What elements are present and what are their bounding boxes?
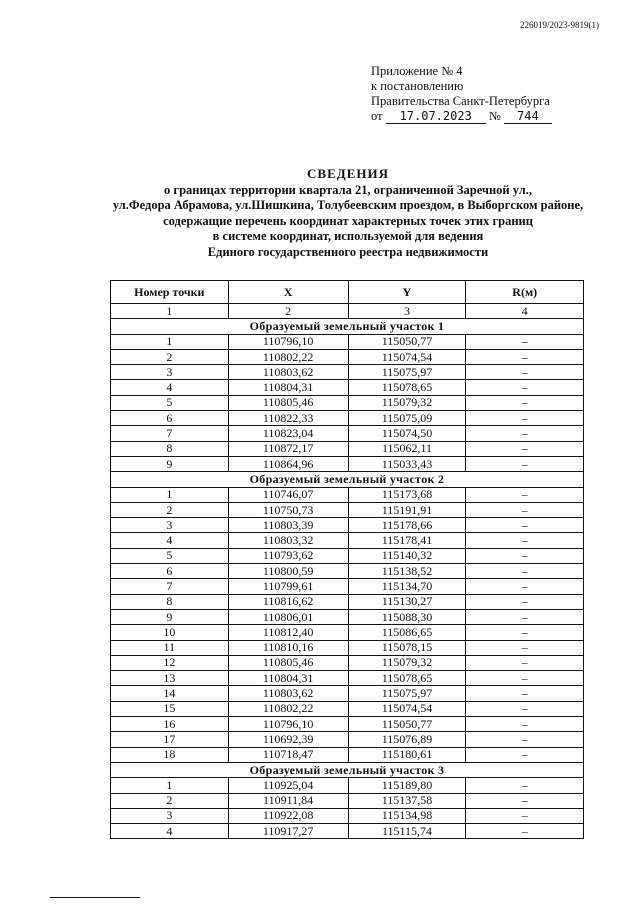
table-row: [111, 686, 584, 701]
y-coordinate: 115173,68: [348, 487, 466, 502]
parcel-title: Образуемый земельный участок 2: [111, 472, 584, 487]
header-radius: R(м): [466, 281, 584, 304]
point-number: 7: [111, 579, 229, 594]
point-number: 3: [111, 365, 229, 380]
x-coordinate: 110799,61: [228, 579, 348, 594]
column-number: 2: [228, 304, 348, 319]
y-coordinate: 115134,70: [348, 579, 466, 594]
table-row: [111, 411, 584, 426]
y-coordinate: 115050,77: [348, 334, 466, 349]
radius-value: –: [466, 349, 584, 364]
table-row: [111, 625, 584, 640]
point-number: 5: [111, 548, 229, 563]
point-number: 13: [111, 671, 229, 686]
x-coordinate: 110816,62: [228, 594, 348, 609]
y-coordinate: 115050,77: [348, 717, 466, 732]
table-row: [111, 671, 584, 686]
appendix-date-line: [371, 109, 552, 124]
header-x: X: [228, 281, 348, 304]
radius-value: –: [466, 487, 584, 502]
resolution-number: 744: [504, 110, 552, 124]
table-row: [111, 564, 584, 579]
radius-value: –: [466, 686, 584, 701]
table-row: [111, 349, 584, 364]
column-number-row: [111, 304, 584, 319]
x-coordinate: 110750,73: [228, 502, 348, 517]
header-y: Y: [348, 281, 466, 304]
heading-title: СВЕДЕНИЯ: [307, 166, 389, 181]
point-number: 17: [111, 732, 229, 747]
table-row: [111, 778, 584, 793]
y-coordinate: 115078,65: [348, 671, 466, 686]
y-coordinate: 115033,43: [348, 456, 466, 471]
radius-value: –: [466, 701, 584, 716]
parcel-title: Образуемый земельный участок 3: [111, 762, 584, 777]
radius-value: –: [466, 548, 584, 563]
x-coordinate: 110810,16: [228, 640, 348, 655]
resolution-date: 17.07.2023: [386, 110, 486, 124]
table-row: [111, 717, 584, 732]
radius-value: –: [466, 625, 584, 640]
y-coordinate: 115191,91: [348, 502, 466, 517]
radius-value: –: [466, 518, 584, 533]
x-coordinate: 110804,31: [228, 671, 348, 686]
parcel-title: Образуемый земельный участок 1: [111, 319, 584, 334]
heading-line: содержащие перечень координат характерных точек этих границ: [163, 213, 533, 228]
y-coordinate: 115062,11: [348, 441, 466, 456]
point-number: 6: [111, 564, 229, 579]
table-header-row: [111, 281, 584, 304]
heading-line: ул.Федора Абрамова, ул.Шишкина, Толубеевским проездом, в Выборгском районе,: [112, 198, 584, 212]
radius-value: –: [466, 564, 584, 579]
column-number: 4: [466, 304, 584, 319]
document-registration-number: 226019/2023-9819(1): [520, 20, 599, 30]
point-number: 9: [111, 609, 229, 624]
appendix-block: [371, 64, 552, 124]
x-coordinate: 110917,27: [228, 824, 348, 839]
point-number: 16: [111, 717, 229, 732]
point-number: 2: [111, 349, 229, 364]
x-coordinate: 110803,62: [228, 365, 348, 380]
x-coordinate: 110812,40: [228, 625, 348, 640]
x-coordinate: 110864,96: [228, 456, 348, 471]
x-coordinate: 110802,22: [228, 349, 348, 364]
table-row: [111, 824, 584, 839]
radius-value: –: [466, 793, 584, 808]
y-coordinate: 115075,97: [348, 365, 466, 380]
radius-value: –: [466, 609, 584, 624]
y-coordinate: 115140,32: [348, 548, 466, 563]
y-coordinate: 115075,97: [348, 686, 466, 701]
radius-value: –: [466, 732, 584, 747]
y-coordinate: 115178,41: [348, 533, 466, 548]
x-coordinate: 110805,46: [228, 395, 348, 410]
table-row: [111, 808, 584, 823]
point-number: 11: [111, 640, 229, 655]
radius-value: –: [466, 594, 584, 609]
point-number: 2: [111, 793, 229, 808]
x-coordinate: 110922,08: [228, 808, 348, 823]
point-number: 15: [111, 701, 229, 716]
y-coordinate: 115088,30: [348, 609, 466, 624]
table-row: [111, 747, 584, 762]
point-number: 3: [111, 808, 229, 823]
table-row: [111, 533, 584, 548]
point-number: 2: [111, 502, 229, 517]
table-row: [111, 793, 584, 808]
y-coordinate: 115078,65: [348, 380, 466, 395]
document-heading: [90, 166, 606, 260]
table-row: [111, 502, 584, 517]
x-coordinate: 110872,17: [228, 441, 348, 456]
radius-value: –: [466, 380, 584, 395]
radius-value: –: [466, 365, 584, 380]
point-number: 4: [111, 824, 229, 839]
radius-value: –: [466, 533, 584, 548]
heading-line: о границах территории квартала 21, ограниченной Заречной ул.,: [164, 182, 532, 197]
radius-value: –: [466, 426, 584, 441]
x-coordinate: 110746,07: [228, 487, 348, 502]
x-coordinate: 110804,31: [228, 380, 348, 395]
table-row: [111, 441, 584, 456]
y-coordinate: 115078,15: [348, 640, 466, 655]
y-coordinate: 115075,09: [348, 411, 466, 426]
table-row: [111, 732, 584, 747]
point-number: 4: [111, 380, 229, 395]
x-coordinate: 110802,22: [228, 701, 348, 716]
radius-value: –: [466, 502, 584, 517]
table-row: [111, 426, 584, 441]
x-coordinate: 110806,01: [228, 609, 348, 624]
x-coordinate: 110803,39: [228, 518, 348, 533]
table-row: [111, 579, 584, 594]
radius-value: –: [466, 671, 584, 686]
table-row: [111, 334, 584, 349]
radius-value: –: [466, 747, 584, 762]
x-coordinate: 110800,59: [228, 564, 348, 579]
point-number: 3: [111, 518, 229, 533]
table-row: [111, 380, 584, 395]
coordinates-table: [110, 280, 584, 839]
x-coordinate: 110823,04: [228, 426, 348, 441]
radius-value: –: [466, 655, 584, 670]
point-number: 8: [111, 594, 229, 609]
appendix-resolution-label: к постановлению: [371, 79, 464, 93]
y-coordinate: 115180,61: [348, 747, 466, 762]
table-row: [111, 456, 584, 471]
y-coordinate: 115137,58: [348, 793, 466, 808]
table-row: [111, 487, 584, 502]
x-coordinate: 110803,62: [228, 686, 348, 701]
table-row: [111, 518, 584, 533]
point-number: 7: [111, 426, 229, 441]
parcel-title-row: [111, 319, 584, 334]
parcel-title-row: [111, 762, 584, 777]
point-number: 1: [111, 334, 229, 349]
y-coordinate: 115130,27: [348, 594, 466, 609]
table-row: [111, 548, 584, 563]
x-coordinate: 110805,46: [228, 655, 348, 670]
y-coordinate: 115138,52: [348, 564, 466, 579]
point-number: 1: [111, 778, 229, 793]
y-coordinate: 115079,32: [348, 655, 466, 670]
from-label: от: [371, 109, 383, 123]
radius-value: –: [466, 717, 584, 732]
x-coordinate: 110796,10: [228, 717, 348, 732]
footer-divider: [50, 897, 140, 898]
y-coordinate: 115115,74: [348, 824, 466, 839]
radius-value: –: [466, 441, 584, 456]
point-number: 1: [111, 487, 229, 502]
table-row: [111, 609, 584, 624]
y-coordinate: 115074,50: [348, 426, 466, 441]
x-coordinate: 110793,62: [228, 548, 348, 563]
heading-line: в системе координат, используемой для ведения: [212, 229, 484, 243]
x-coordinate: 110803,32: [228, 533, 348, 548]
table-body: [111, 319, 584, 839]
table-row: [111, 701, 584, 716]
appendix-government-label: Правительства Санкт-Петербурга: [371, 94, 550, 108]
point-number: 8: [111, 441, 229, 456]
radius-value: –: [466, 395, 584, 410]
heading-line: Единого государственного реестра недвижимости: [207, 244, 489, 259]
point-number: 6: [111, 411, 229, 426]
radius-value: –: [466, 778, 584, 793]
x-coordinate: 110925,04: [228, 778, 348, 793]
radius-value: –: [466, 334, 584, 349]
point-number: 14: [111, 686, 229, 701]
x-coordinate: 110822,33: [228, 411, 348, 426]
radius-value: –: [466, 579, 584, 594]
y-coordinate: 115189,80: [348, 778, 466, 793]
y-coordinate: 115178,66: [348, 518, 466, 533]
y-coordinate: 115074,54: [348, 701, 466, 716]
point-number: 9: [111, 456, 229, 471]
appendix-title: Приложение № 4: [371, 64, 463, 78]
point-number: 5: [111, 395, 229, 410]
x-coordinate: 110718,47: [228, 747, 348, 762]
table-row: [111, 395, 584, 410]
table-row: [111, 365, 584, 380]
radius-value: –: [466, 808, 584, 823]
y-coordinate: 115134,98: [348, 808, 466, 823]
radius-value: –: [466, 824, 584, 839]
table-row: [111, 594, 584, 609]
point-number: 12: [111, 655, 229, 670]
parcel-title-row: [111, 472, 584, 487]
point-number: 4: [111, 533, 229, 548]
radius-value: –: [466, 456, 584, 471]
number-label: №: [488, 109, 501, 123]
point-number: 18: [111, 747, 229, 762]
point-number: 10: [111, 625, 229, 640]
header-point-number: Номер точки: [111, 281, 229, 304]
y-coordinate: 115079,32: [348, 395, 466, 410]
column-number: 3: [348, 304, 466, 319]
x-coordinate: 110796,10: [228, 334, 348, 349]
x-coordinate: 110911,84: [228, 793, 348, 808]
x-coordinate: 110692,39: [228, 732, 348, 747]
y-coordinate: 115074,54: [348, 349, 466, 364]
y-coordinate: 115086,65: [348, 625, 466, 640]
column-number: 1: [111, 304, 229, 319]
table-row: [111, 640, 584, 655]
radius-value: –: [466, 640, 584, 655]
y-coordinate: 115076,89: [348, 732, 466, 747]
radius-value: –: [466, 411, 584, 426]
table-row: [111, 655, 584, 670]
